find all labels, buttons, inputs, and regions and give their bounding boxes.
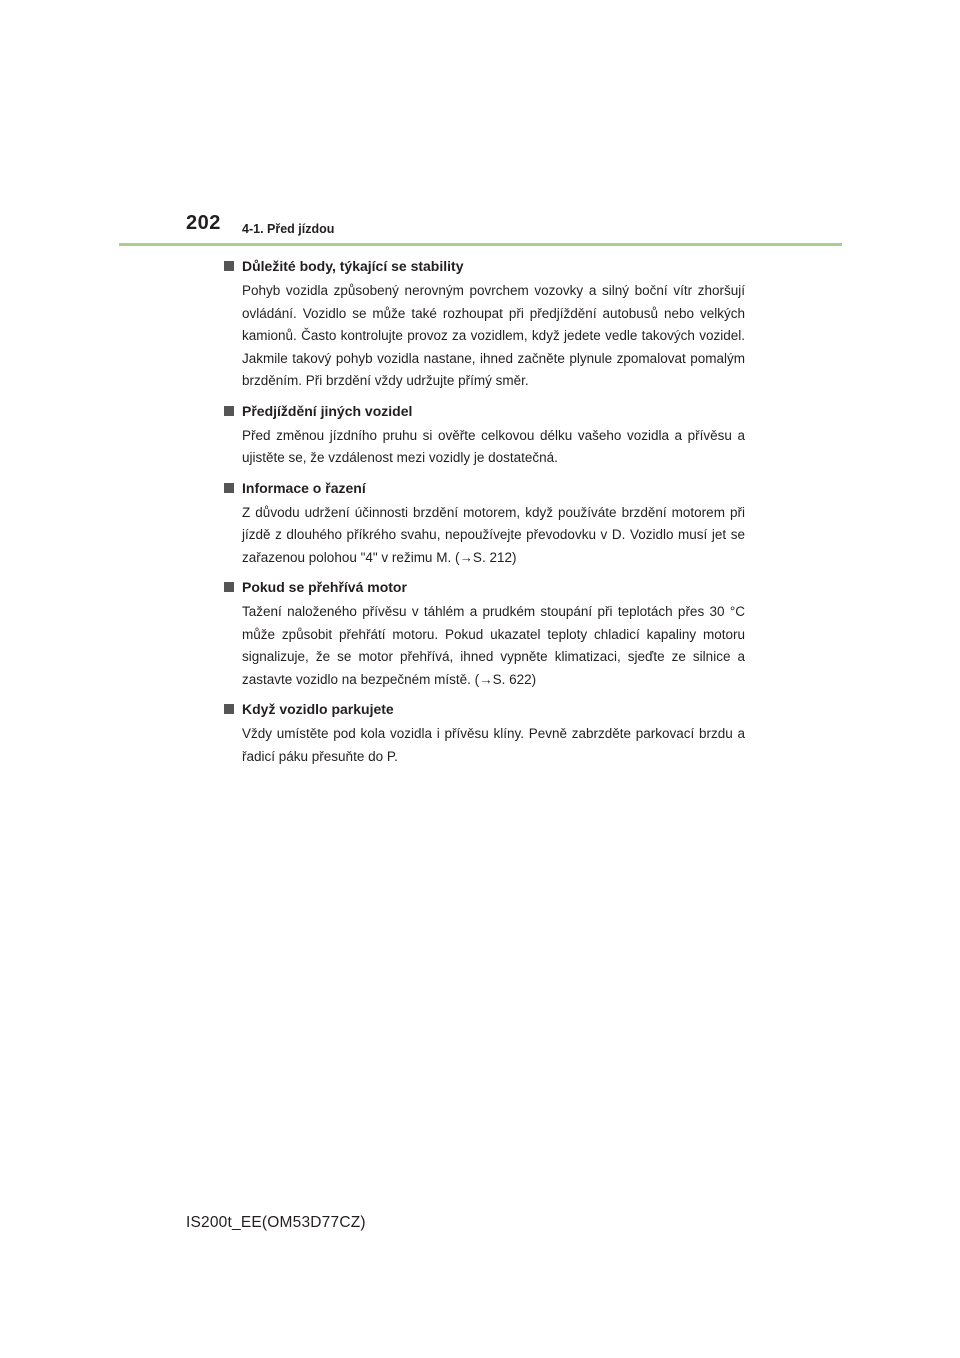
square-bullet-icon xyxy=(224,406,234,416)
section-parking xyxy=(224,699,745,768)
section-body: Tažení naloženého přívěsu v táhlém a prudkém stoupání při teplotách přes 30 °C může způsobit přehřátí motoru. Pokud ukazatel teploty chladicí kapaliny motoru signalizuje, že se motor přehřívá, ihned vypněte klimatizaci, sjeďte ze silnice a zastavte vozidlo na bezpečném místě. (→S. 622) xyxy=(242,604,745,687)
section-title: 4-1. Před jízdou xyxy=(242,222,335,236)
section-body: Pohyb vozidla způsobený nerovným povrchem vozovky a silný boční vítr zhoršují ovládání. Vozidlo se může také rozhoupat při předjíždění autobusů nebo velkých kamionů. Často kontrolujte provoz za vozidlem, když jedete vedle takových vozidel. Jakmile takový pohyb vozidla nastane, ihned začněte plynule zpomalovat pomalým brzděním. Při brzdění vždy udržujte přímý směr. xyxy=(242,283,745,388)
page-number: 202 xyxy=(186,212,221,234)
section-heading xyxy=(224,699,745,719)
square-bullet-icon xyxy=(224,483,234,493)
section-heading-text: Pokud se přehřívá motor xyxy=(242,579,407,595)
section-shifting xyxy=(224,478,745,570)
section-heading xyxy=(224,478,745,498)
section-heading xyxy=(224,256,745,276)
document-code: IS200t_EE(OM53D77CZ) xyxy=(186,1214,366,1231)
section-heading-text: Informace o řazení xyxy=(242,479,366,496)
square-bullet-icon xyxy=(224,261,234,271)
section-overtaking xyxy=(224,401,745,470)
section-overheating xyxy=(224,577,745,691)
section-heading xyxy=(224,401,745,421)
section-body: Před změnou jízdního pruhu si ověřte celkovou délku vašeho vozidla a přívěsu a ujistěte se, že vzdálenost mezi vozidly je dostatečná. xyxy=(242,427,745,465)
square-bullet-icon xyxy=(224,704,234,714)
square-bullet-icon xyxy=(224,582,234,592)
section-stability xyxy=(224,256,745,393)
section-heading-text: Předjíždění jiných vozidel xyxy=(242,402,413,419)
header-divider xyxy=(119,243,842,246)
main-content xyxy=(224,256,745,776)
section-body: Vždy umístěte pod kola vozidla i přívěsu klíny. Pevně zabrzděte parkovací brzdu a řadicí páku přesuňte do P. xyxy=(242,726,745,764)
section-heading-text: Důležité body, týkající se stability xyxy=(242,258,464,274)
section-body: Z důvodu udržení účinnosti brzdění motorem, když používáte brzdění motorem při jízdě z dlouhého příkrého svahu, nepoužívejte převodovku v D. Vozidlo musí jet se zařazenou polohou "4" v režimu M. (→S. 212) xyxy=(242,504,745,565)
section-heading xyxy=(224,577,745,597)
section-heading-text: Když vozidlo parkujete xyxy=(242,701,394,717)
